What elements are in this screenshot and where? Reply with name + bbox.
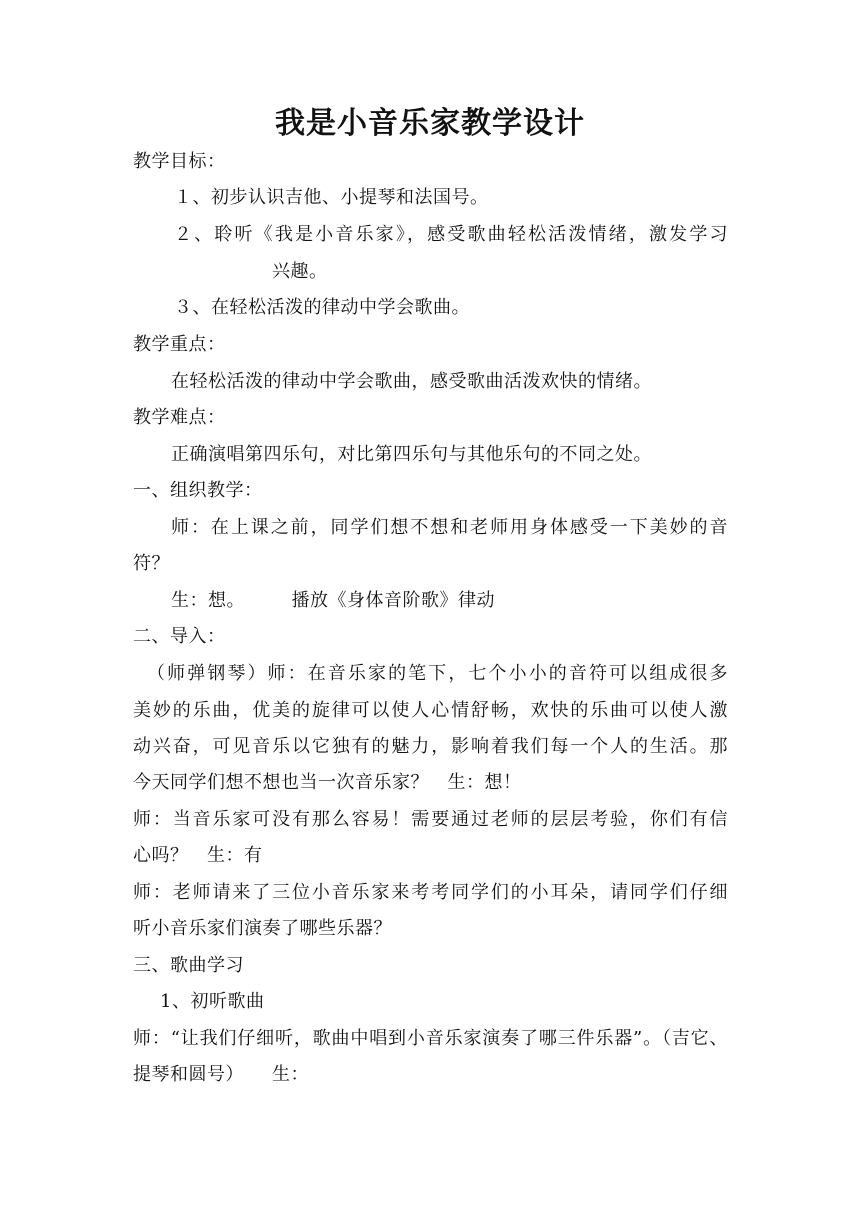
document-title: 我是小音乐家教学设计 [275, 106, 585, 141]
intro-para-line-3: 动兴奋，可见音乐以它独有的魅力，影响着我们每一个人的生活。那 [133, 736, 728, 757]
section-heading-objectives: 教学目标： [133, 151, 226, 172]
section-heading-difficulties: 教学难点： [133, 407, 226, 428]
intro-teacher-line-2: 师：老师请来了三位小音乐家来考考同学们的小耳朵，请同学们仔细 [133, 882, 728, 903]
intro-para-line-2: 美妙的乐曲，优美的旋律可以使人心情舒畅，欢快的乐曲可以使人激 [133, 700, 728, 721]
intro-teacher-line-2-cont: 听小音乐家们演奏了哪些乐器？ [133, 918, 392, 939]
intro-para-line-4: 今天同学们想不想也当一次音乐家？ 生：想！ [133, 772, 522, 793]
intro-para-line-1: （师弹钢琴）师：在音乐家的笔下，七个小小的音符可以组成很多 [147, 663, 728, 684]
section-heading-organize: 一、组织教学： [133, 480, 263, 501]
section-heading-intro: 二、导入： [133, 626, 226, 647]
difficulties-text: 正确演唱第四乐句，对比第四乐句与其他乐句的不同之处。 [171, 444, 652, 465]
song-step-1: 1、初听歌曲 [160, 991, 265, 1012]
organize-teacher-line: 师：在上课之前，同学们想不想和老师用身体感受一下美妙的音 [171, 517, 728, 538]
intro-teacher-line-1: 师：当音乐家可没有那么容易！需要通过老师的层层考验，你们有信 [133, 809, 728, 830]
song-teacher-line-cont: 提琴和圆号） 生： [133, 1064, 309, 1085]
intro-teacher-line-1-cont: 心吗？ 生：有 [133, 845, 263, 866]
organize-student-line: 生：想。 播放《身体音阶歌》律动 [171, 590, 495, 611]
song-teacher-line: 师：“让我们仔细听，歌曲中唱到小音乐家演奏了哪三件乐器”。（吉它、 [133, 1028, 728, 1049]
objective-item-2-cont: 兴趣。 [272, 261, 328, 282]
key-points-text: 在轻松活泼的律动中学会歌曲，感受歌曲活泼欢快的情绪。 [171, 371, 652, 392]
objective-item-3: ３、在轻松活泼的律动中学会歌曲。 [174, 297, 470, 318]
objective-item-1: １、初步认识吉他、小提琴和法国号。 [174, 187, 489, 208]
section-heading-song-learning: 三、歌曲学习 [133, 955, 244, 976]
section-heading-key-points: 教学重点： [133, 334, 226, 355]
objective-item-2: ２、聆听《我是小音乐家》，感受歌曲轻松活泼情绪，激发学习 [174, 224, 728, 245]
organize-teacher-line-cont: 符？ [133, 553, 170, 574]
